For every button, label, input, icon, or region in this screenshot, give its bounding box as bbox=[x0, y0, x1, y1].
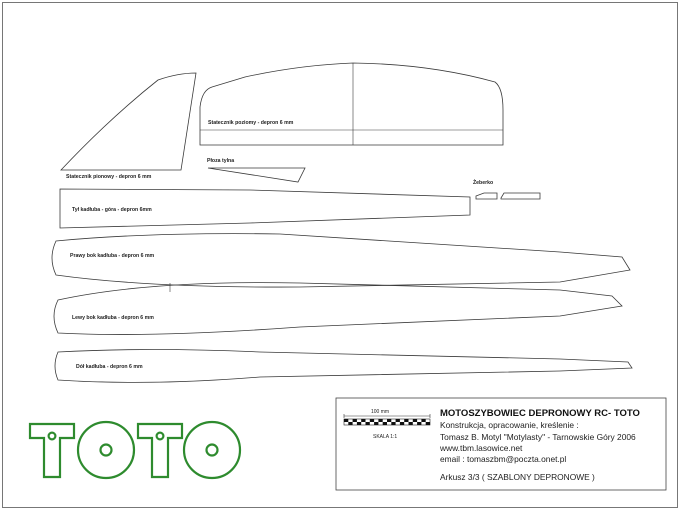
scale-cell bbox=[400, 422, 404, 425]
rib-template bbox=[473, 179, 540, 199]
scale-cell bbox=[391, 422, 395, 425]
credit-line-1: Konstrukcja, opracowanie, kreślenie : bbox=[440, 420, 579, 430]
fuselage-top-label: Tył kadłuba - góra - depron 6mm bbox=[72, 207, 152, 213]
drawing-title: MOTOSZYBOWIEC DEPRONOWY RC- TOTO bbox=[440, 408, 640, 419]
left-side-label: Lewy bok kadłuba - depron 6 mm bbox=[72, 315, 154, 321]
scale-cell bbox=[357, 422, 361, 425]
credit-line-3: www.tbm.lasowice.net bbox=[440, 443, 523, 453]
scale-cell bbox=[396, 419, 400, 422]
scale-cell bbox=[374, 422, 378, 425]
bottom-template bbox=[55, 350, 632, 383]
scale-cell bbox=[426, 422, 430, 425]
right-side-label: Prawy bok kadłuba - depron 6 mm bbox=[70, 253, 155, 259]
scale-cell bbox=[366, 422, 370, 425]
bottom-label: Dół kadłuba - depron 6 mm bbox=[76, 364, 143, 370]
fuselage-top-template bbox=[60, 189, 470, 228]
fin-plate-label: Płoza tylna bbox=[207, 158, 235, 164]
scale-cell bbox=[348, 422, 352, 425]
right-side-template bbox=[52, 234, 630, 287]
vertical-fin-label: Statecznik pionowy - depron 6 mm bbox=[66, 174, 152, 180]
scale-cell bbox=[417, 422, 421, 425]
scale-cell bbox=[383, 422, 387, 425]
scale-cell bbox=[378, 419, 382, 422]
scale-cell bbox=[413, 419, 417, 422]
credit-line-4: email : tomaszbm@poczta.onet.pl bbox=[440, 454, 567, 464]
scale-cell bbox=[370, 419, 374, 422]
vertical-fin-template bbox=[61, 73, 196, 180]
horizontal-stabilizer-template bbox=[200, 63, 503, 145]
toto-logo bbox=[30, 422, 240, 478]
left-side-template bbox=[54, 283, 622, 335]
scale-cell bbox=[344, 419, 348, 422]
scale-cell bbox=[409, 422, 413, 425]
horizontal-stabilizer-label: Statecznik poziomy - depron 6 mm bbox=[208, 120, 294, 126]
scale-cell bbox=[387, 419, 391, 422]
scale-cell bbox=[421, 419, 425, 422]
scale-cell bbox=[404, 419, 408, 422]
title-block bbox=[336, 398, 666, 490]
scale-cell bbox=[361, 419, 365, 422]
credit-line-2: Tomasz B. Motyl "Motylasty" - Tarnowskie Góry 2006 bbox=[440, 432, 636, 442]
sheet-number: Arkusz 3/3 ( SZABLONY DEPRONOWE ) bbox=[440, 472, 595, 482]
rib-label: Żeberko bbox=[473, 180, 494, 186]
scale-ratio: SKALA 1:1 bbox=[373, 434, 398, 440]
scale-cell bbox=[353, 419, 357, 422]
fin-plate-template bbox=[207, 158, 305, 182]
scale-bar-length: 100 mm bbox=[371, 409, 390, 415]
